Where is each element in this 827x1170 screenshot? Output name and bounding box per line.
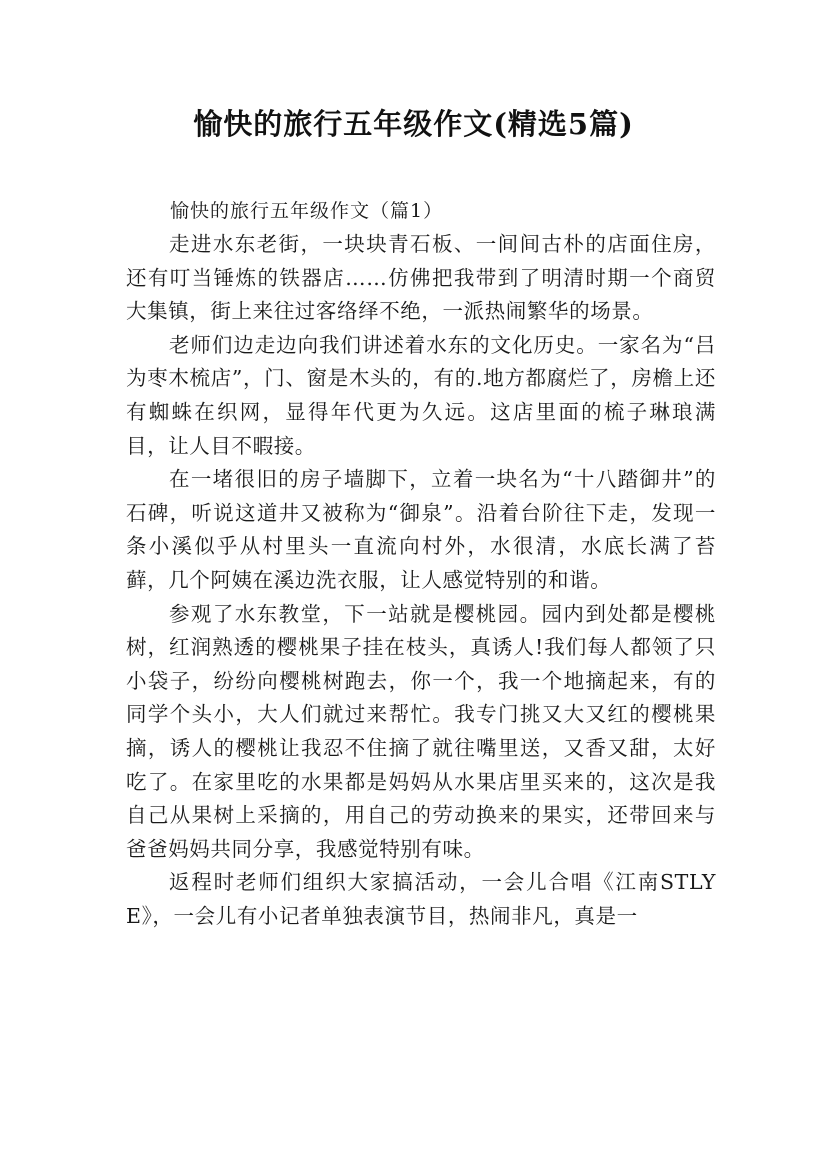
document-body [126, 195, 716, 933]
paragraph: 走进水东老街，一块块青石板、一间间古朴的店面住房，还有叮当锤炼的铁器店……仿佛把我带到了明清时期一个商贸大集镇，街上来往过客络绎不绝，一派热闹繁华的场景。 [126, 232, 716, 324]
section-heading: 愉快的旅行五年级作文（篇1） [170, 200, 444, 222]
paragraph: 返程时老师们组织大家搞活动，一会儿合唱《江南STLYE》，一会儿有小记者单独表演节目，热闹非凡，真是一 [126, 870, 716, 928]
paragraph: 在一堵很旧的房子墙脚下，立着一块名为“十八踏御井”的石碑，听说这道井又被称为“御泉”。沿着台阶往下走，发现一条小溪似乎从村里头一直流向村外，水很清，水底长满了苔藓，几个阿姨在溪边洗衣服，让人感觉特别的和谐。 [126, 467, 716, 592]
document-title: 愉快的旅行五年级作文(精选5篇) [193, 107, 634, 141]
paragraph: 老师们边走边向我们讲述着水东的文化历史。一家名为“吕为枣木梳店”，门、窗是木头的，有的.地方都腐烂了，房檐上还有蜘蛛在织网，显得年代更为久远。这店里面的梳子琳琅满目，让人目不暇接。 [126, 332, 716, 458]
paragraph: 参观了水东教堂，下一站就是樱桃园。园内到处都是樱桃树，红润熟透的樱桃果子挂在枝头，真诱人!我们每人都领了只小袋子，纷纷向樱桃树跑去，你一个，我一个地摘起来，有的同学个头小，大人们就过来帮忙。我专门挑又大又红的樱桃果摘，诱人的樱桃让我忍不住摘了就往嘴里送，又香又甜，太好吃了。在家里吃的水果都是妈妈从水果店里买来的，这次是我自己从果树上采摘的，用自己的劳动换来的果实，还带回来与爸爸妈妈共同分享，我感觉特别有味。 [126, 601, 716, 861]
